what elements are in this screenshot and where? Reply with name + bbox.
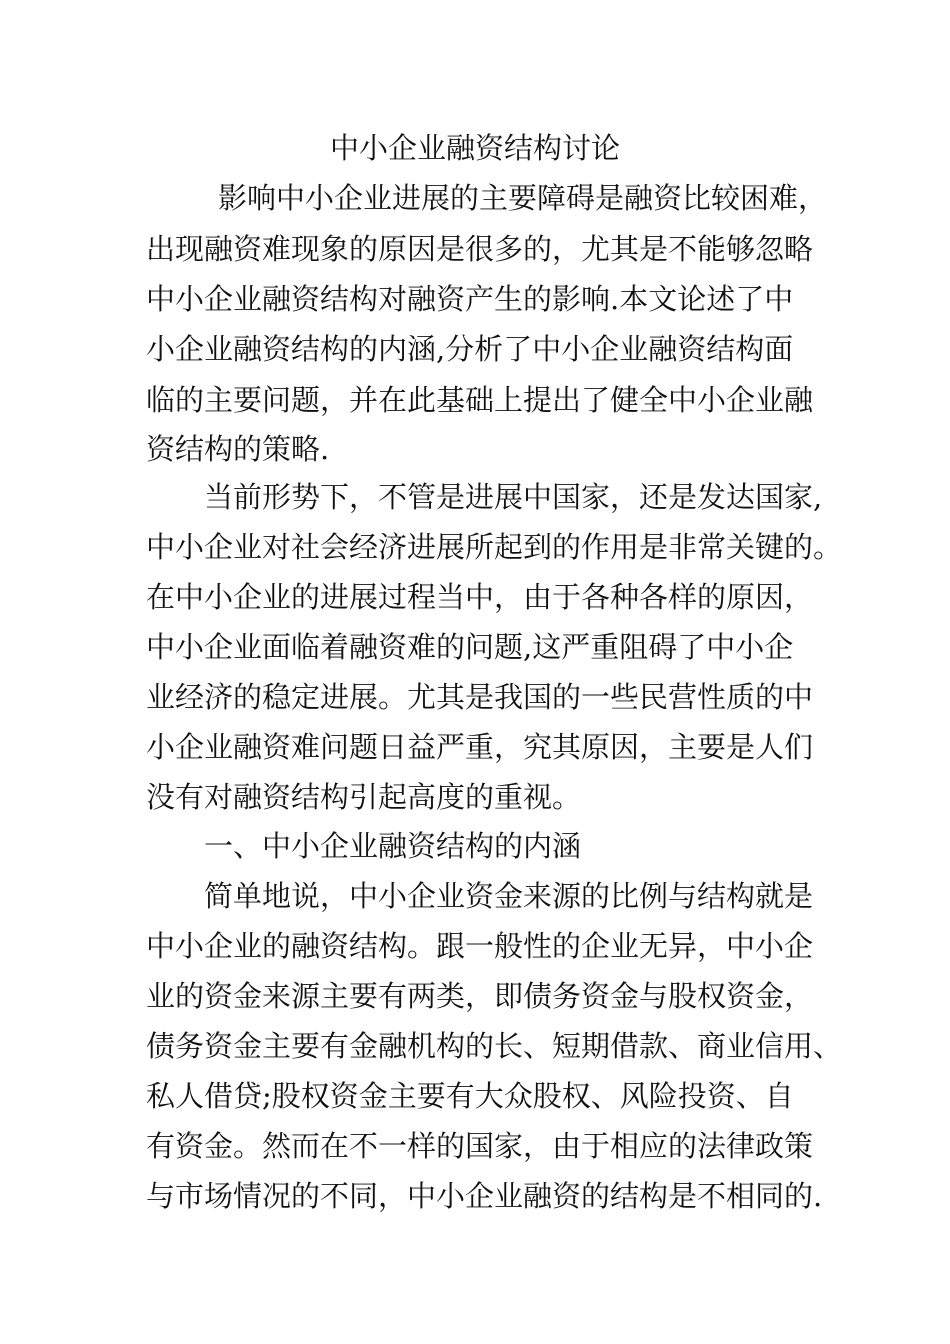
text-line: 与市场情况的不同，中小企业融资的结构是不相同的. bbox=[146, 1179, 823, 1213]
text-line: 中小企业面临着融资难的问题,这严重阻碍了中小企 bbox=[146, 630, 794, 664]
text-line: 中小企业融资结构对融资产生的影响.本文论述了中 bbox=[146, 282, 794, 316]
page-title: 中小企业融资结构讨论 bbox=[329, 131, 620, 165]
text-line: 业的资金来源主要有两类，即债务资金与股权资金， bbox=[146, 979, 814, 1013]
text-line: 小企业融资结构的内涵,分析了中小企业融资结构面 bbox=[146, 332, 794, 366]
text-line: 临的主要问题，并在此基础上提出了健全中小企业融 bbox=[146, 383, 814, 417]
text-line: 中小企业对社会经济进展所起到的作用是非常关键的。 bbox=[146, 530, 843, 564]
text-line: 资结构的策略. bbox=[146, 432, 330, 466]
text-line: 简单地说，中小企业资金来源的比例与结构就是 bbox=[204, 879, 814, 913]
text-line: 中小企业的融资结构。跟一般性的企业无异，中小企 bbox=[146, 929, 814, 963]
text-line: 没有对融资结构引起高度的重视。 bbox=[146, 780, 582, 814]
text-line: 影响中小企业进展的主要障碍是融资比较困难， bbox=[218, 181, 828, 215]
text-line: 在中小企业的进展过程当中，由于各种各样的原因， bbox=[146, 580, 814, 614]
text-line: 出现融资难现象的原因是很多的，尤其是不能够忽略 bbox=[146, 232, 814, 266]
text-line: 私人借贷;股权资金主要有大众股权、风险投资、自 bbox=[146, 1079, 794, 1113]
text-line: 债务资金主要有金融机构的长、短期借款、商业信用、 bbox=[146, 1029, 843, 1063]
section-heading: 一、中小企业融资结构的内涵 bbox=[204, 829, 582, 863]
text-line: 有资金。然而在不一样的国家，由于相应的法律政策 bbox=[146, 1129, 814, 1163]
text-line: 业经济的稳定进展。尤其是我国的一些民营性质的中 bbox=[146, 680, 814, 714]
text-line: 当前形势下，不管是进展中国家，还是发达国家, bbox=[204, 480, 823, 514]
text-line: 小企业融资难问题日益严重，究其原因，主要是人们 bbox=[146, 730, 814, 764]
